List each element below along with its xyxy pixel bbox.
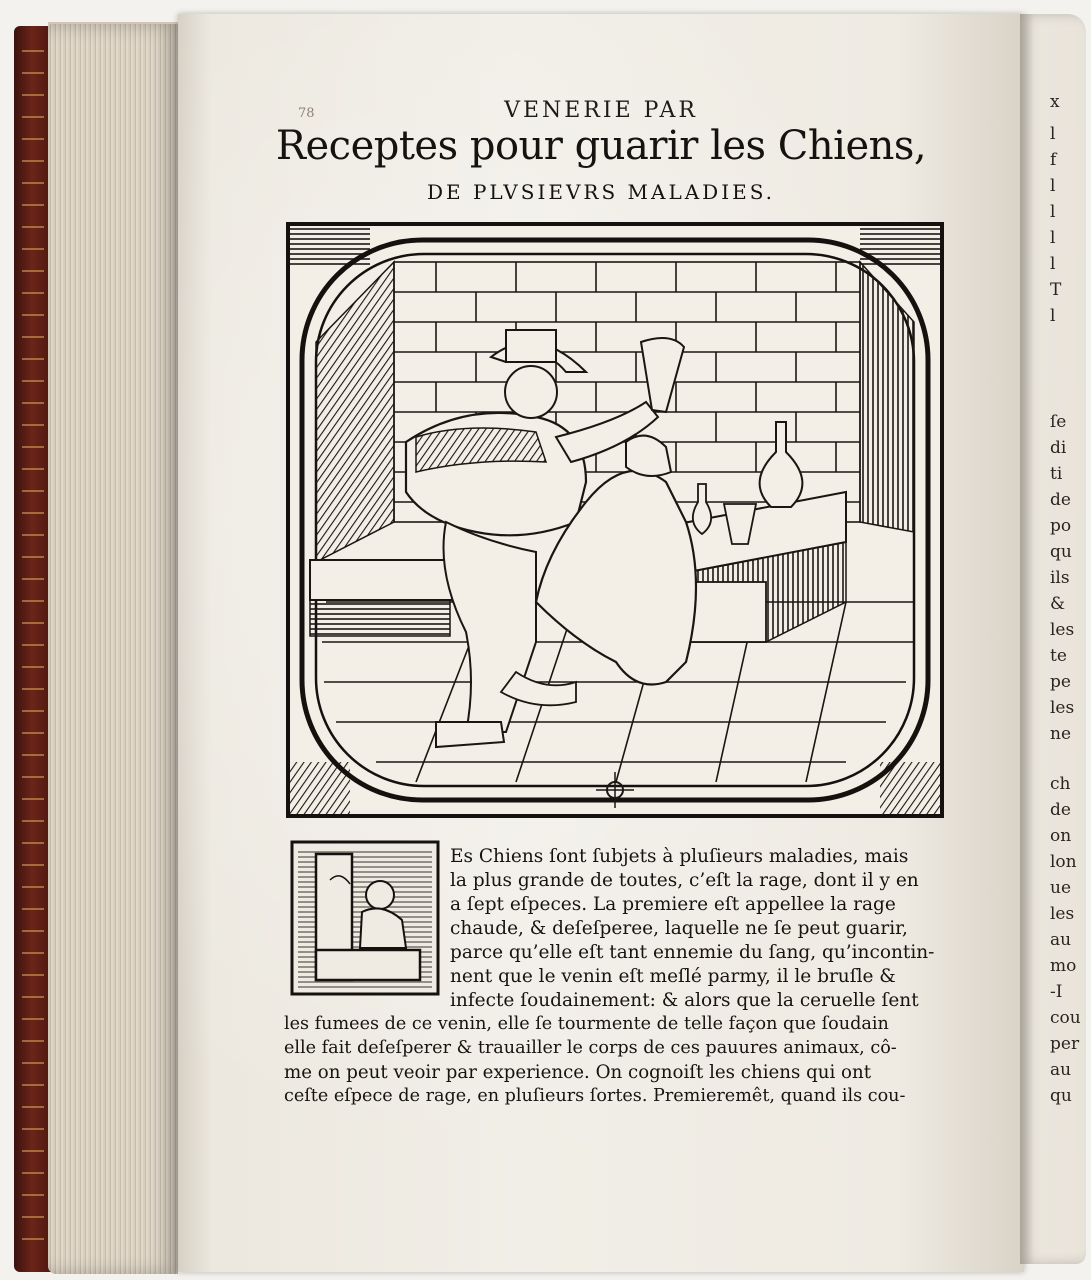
right-page-fragment: qu xyxy=(1050,542,1072,562)
right-page-fragment: f xyxy=(1050,150,1057,170)
right-page-fragment: pe xyxy=(1050,672,1071,692)
right-page-fragment: ue xyxy=(1050,878,1072,898)
right-page-fragment: on xyxy=(1050,826,1072,846)
right-page-fragment: de xyxy=(1050,800,1071,820)
right-page-fragment: di xyxy=(1050,438,1067,458)
right-page-fragment: au xyxy=(1050,930,1072,950)
right-page-fragment: l xyxy=(1050,176,1056,196)
right-page-fragment: les xyxy=(1050,698,1075,718)
page-number: 78 xyxy=(298,106,315,121)
right-page-fragment: x xyxy=(1050,92,1060,112)
running-head: VENERIE PAR xyxy=(504,98,698,123)
right-page-fragment: l xyxy=(1050,228,1056,248)
right-page-fragment: cou xyxy=(1050,1008,1081,1028)
right-page-fragment: l xyxy=(1050,124,1056,144)
right-page-fragment: de xyxy=(1050,490,1071,510)
right-page-fragment: -I xyxy=(1050,982,1063,1002)
right-page-fragment: ti xyxy=(1050,464,1063,484)
gilt-tooling xyxy=(22,40,44,1260)
right-page-fragment: l xyxy=(1050,306,1056,326)
body-line: me on peut veoir par experience. On cognoiſt les chiens qui ont xyxy=(284,1062,872,1083)
page-block-edge xyxy=(48,24,178,1274)
right-page-fragment: lon xyxy=(1050,852,1077,872)
right-page-fragment: per xyxy=(1050,1034,1080,1054)
right-page-fragment: les xyxy=(1050,620,1075,640)
right-page-fragment: po xyxy=(1050,516,1072,536)
right-page-fragment: les xyxy=(1050,904,1075,924)
body-line: nent que le venin eſt meſlé parmy, il le bruſle & xyxy=(450,966,896,987)
body-line: Es Chiens ſont ſubjets à pluſieurs maladies, mais xyxy=(450,846,909,867)
body-line: infecte ſoudainement: & alors que la ceruelle ſent xyxy=(450,990,919,1011)
body-line: elle fait deſeſperer & trauailler le corps de ces pauures animaux, cô- xyxy=(284,1038,897,1058)
body-line: la plus grande de toutes, c’eſt la rage, dont il y en xyxy=(450,870,919,891)
body-line: les fumees de ce venin, elle ſe tourmente de telle façon que ſoudain xyxy=(284,1014,889,1034)
right-page-fragment: l xyxy=(1050,202,1056,222)
right-page-fragment: ils xyxy=(1050,568,1070,588)
body-line: ceſte eſpece de rage, en pluſieurs ſortes. Premieremêt, quand ils cou- xyxy=(284,1086,906,1106)
right-page-fragment: ch xyxy=(1050,774,1071,794)
decorated-initial xyxy=(290,840,440,996)
right-page-fragment: ſe xyxy=(1050,412,1067,432)
page-title: Receptes pour guarir les Chiens, xyxy=(275,123,927,169)
right-page-fragment: l xyxy=(1050,254,1056,274)
body-line: chaude, & deſeſperee, laquelle ne ſe peut guarir, xyxy=(450,918,908,939)
right-page-edge xyxy=(1020,14,1086,1264)
body-line: a ſept eſpeces. La premiere eſt appellee la rage xyxy=(450,894,896,915)
right-page-fragment: te xyxy=(1050,646,1067,666)
right-page-fragment: T xyxy=(1050,280,1062,300)
right-page-fragment: ne xyxy=(1050,724,1072,744)
page-subtitle: DE PLVSIEVRS MALADIES. xyxy=(426,180,776,204)
left-page xyxy=(178,14,1024,1272)
right-page-fragment: & xyxy=(1050,594,1066,614)
woodcut-illustration xyxy=(286,222,944,818)
body-line: parce qu’elle eſt tant ennemie du ſang, qu’incontin- xyxy=(450,942,935,963)
right-page-fragment: mo xyxy=(1050,956,1077,976)
right-page-fragment: qu xyxy=(1050,1086,1072,1106)
right-page-fragment: au xyxy=(1050,1060,1072,1080)
